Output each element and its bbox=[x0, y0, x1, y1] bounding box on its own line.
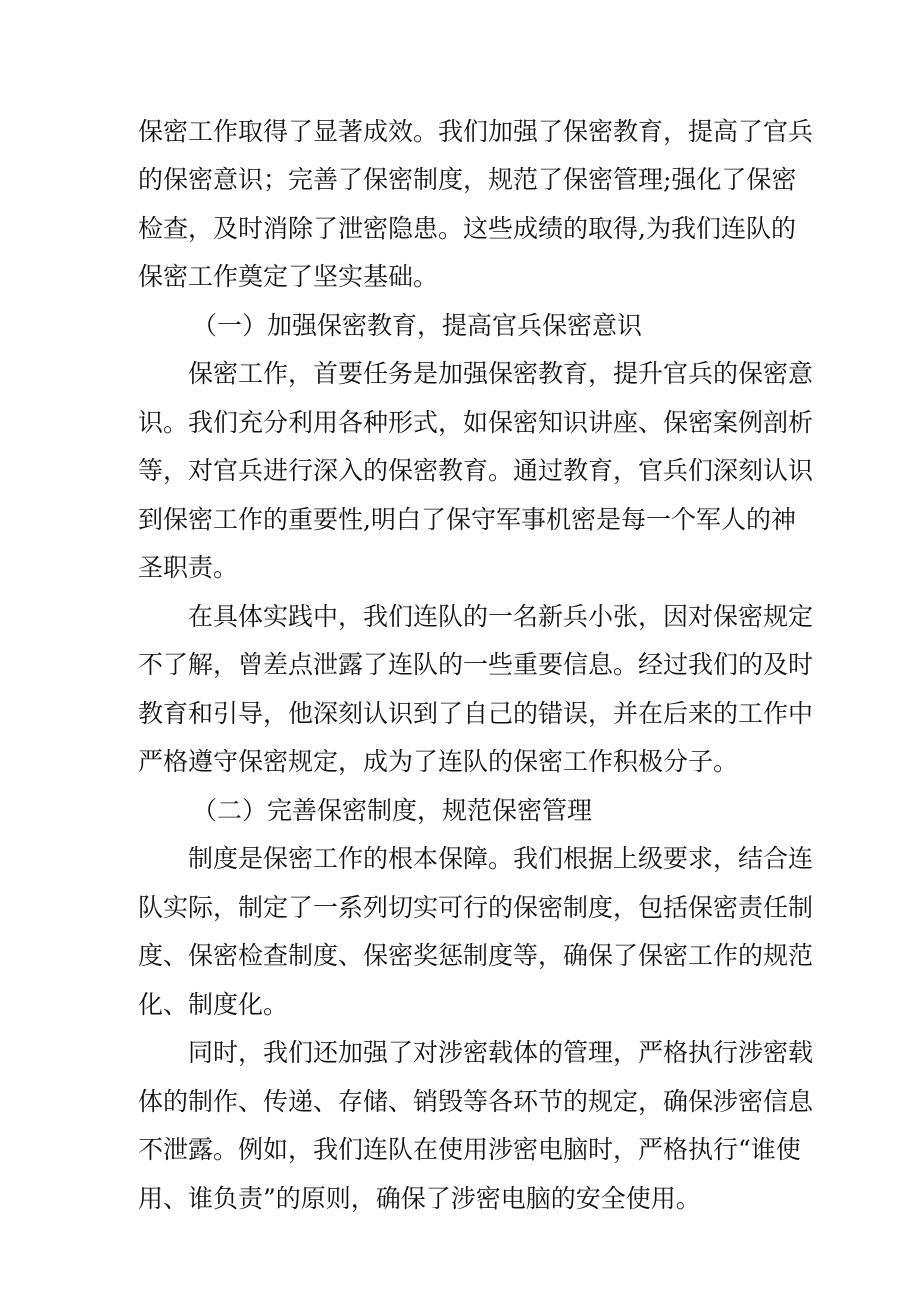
text-line: 度、保密检查制度、保密奖惩制度等，确保了保密工作的规范 bbox=[138, 941, 814, 970]
text-line: 的保密意识；完善了保密制度，规范了保密管理;强化了保密 bbox=[138, 165, 797, 194]
text-line: 体的制作、传递、存储、销毁等各环节的规定，确保涉密信息 bbox=[138, 1087, 814, 1116]
text-line: 队实际，制定了一系列切实可行的保密制度，包括保密责任制 bbox=[138, 893, 814, 922]
paragraph-start: 制度是保密工作的根本保障。我们根据上级要求，结合连 bbox=[188, 844, 814, 873]
text-line: 不了解，曾差点泄露了连队的一些重要信息。经过我们的及时 bbox=[138, 650, 814, 679]
section-heading: （二）完善保密制度，规范保密管理 bbox=[192, 796, 593, 825]
paragraph-start: 同时，我们还加强了对涉密载体的管理，严格执行涉密载 bbox=[188, 1038, 814, 1067]
text-line: 化、制度化。 bbox=[138, 990, 289, 1019]
text-line: 到保密工作的重要性,明白了保守军事机密是每一个军人的神 bbox=[138, 505, 796, 534]
text-line: 教育和引导，他深刻认识到了自己的错误，并在后来的工作中 bbox=[138, 699, 814, 728]
text-line: 严格遵守保密规定，成为了连队的保密工作积极分子。 bbox=[138, 747, 739, 776]
text-line: 圣职责。 bbox=[138, 553, 239, 582]
text-line: 等，对官兵进行深入的保密教育。通过教育，官兵们深刻认识 bbox=[138, 456, 814, 485]
paragraph-start: 在具体实践中，我们连队的一名新兵小张，因对保密规定 bbox=[188, 602, 814, 631]
text-line: 识。我们充分利用各种形式，如保密知识讲座、保密案例剖析 bbox=[138, 408, 814, 437]
text-line: 保密工作取得了显著成效。我们加强了保密教育，提高了官兵 bbox=[138, 117, 814, 146]
paragraph-start: 保密工作，首要任务是加强保密教育，提升官兵的保密意 bbox=[188, 359, 814, 388]
text-line: 用、谁负责”的原则，确保了涉密电脑的安全使用。 bbox=[138, 1184, 701, 1213]
text-line: 检查，及时消除了泄密隐患。这些成绩的取得,为我们连队的 bbox=[138, 214, 796, 243]
section-heading: （一）加强保密教育，提高官兵保密意识 bbox=[192, 311, 643, 340]
text-line: 保密工作奠定了坚实基础。 bbox=[138, 262, 439, 291]
text-line: 不泄露。例如，我们连队在使用涉密电脑时，严格执行“谁使 bbox=[138, 1135, 801, 1164]
